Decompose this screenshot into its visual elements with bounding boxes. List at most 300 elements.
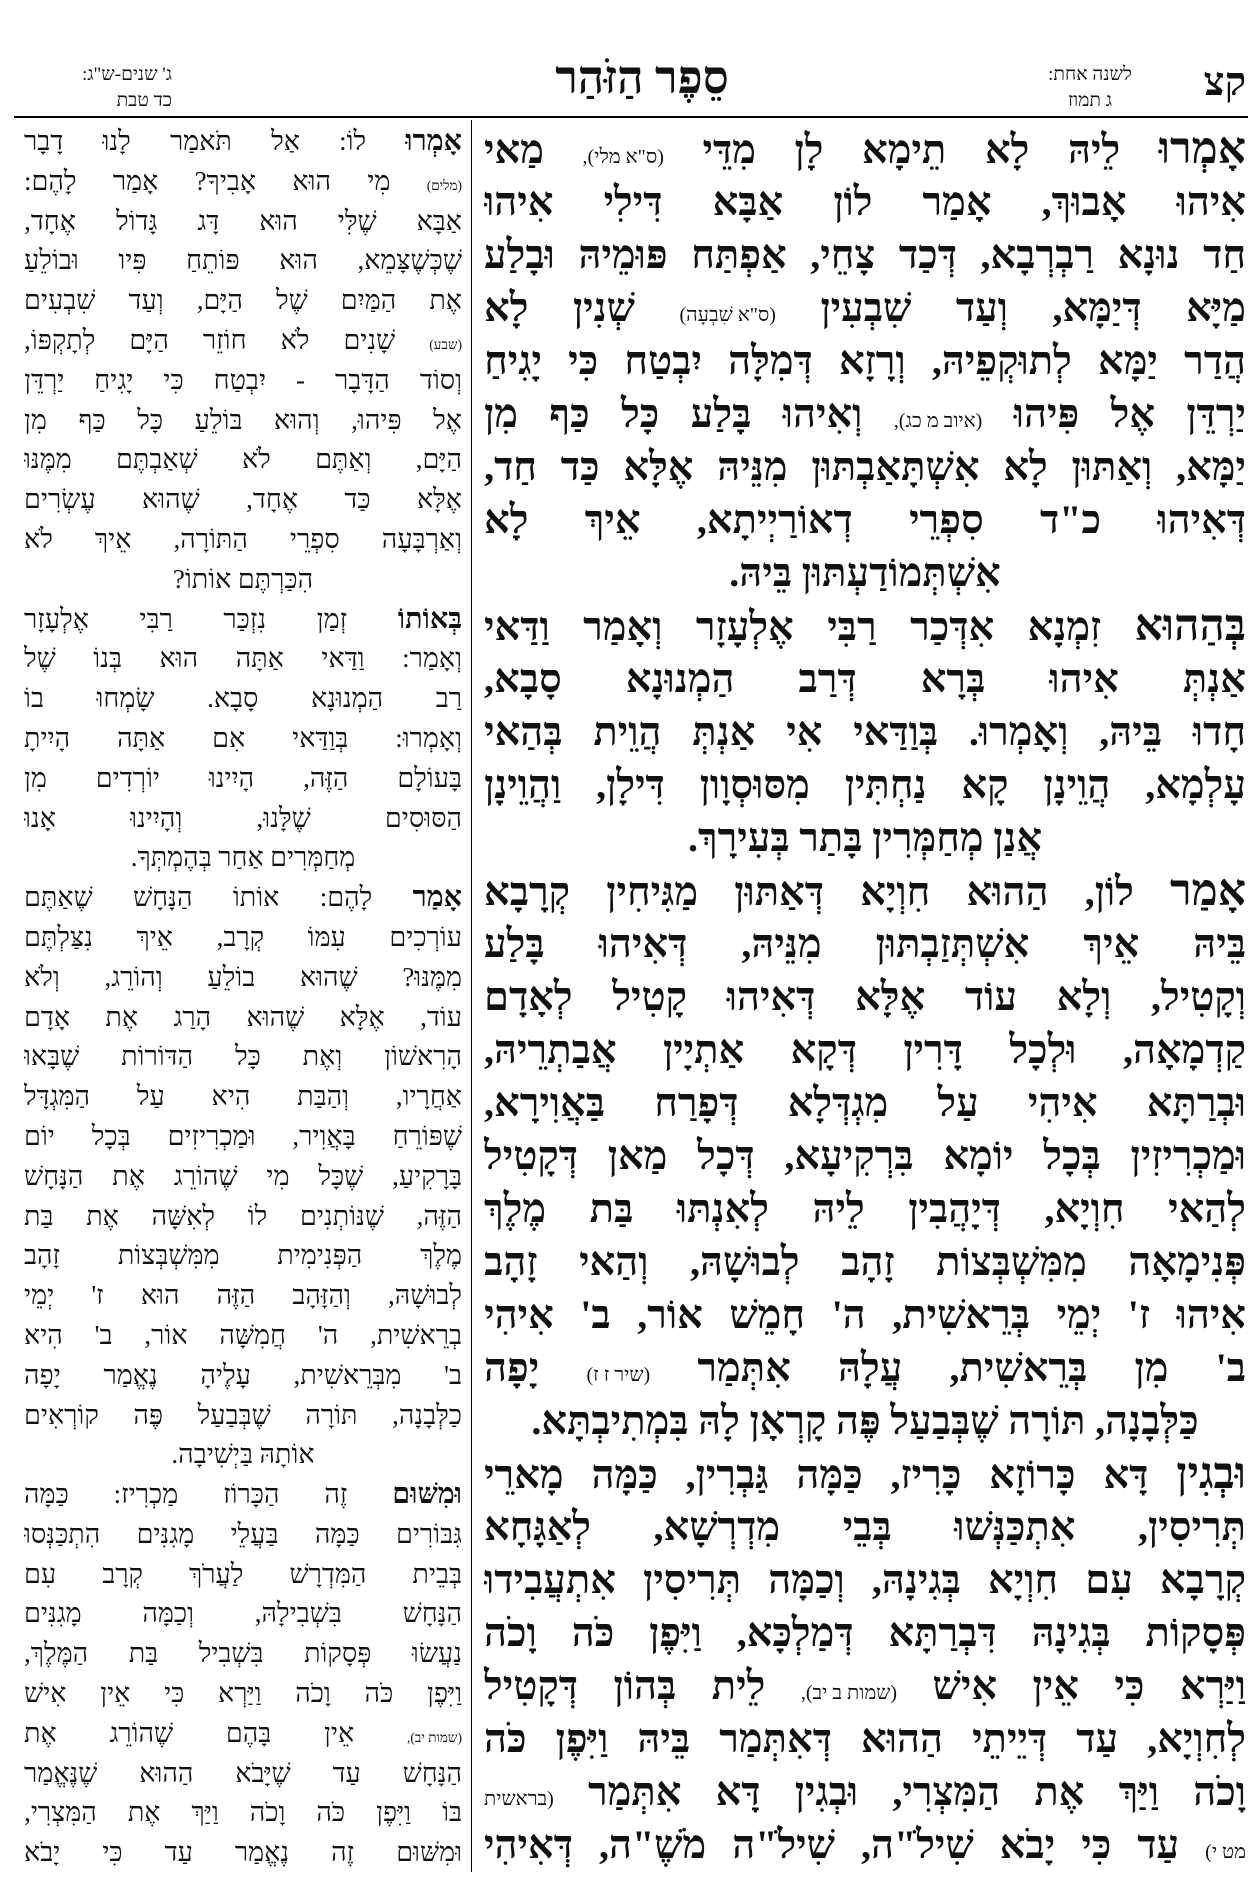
word: כַּד bbox=[344, 484, 371, 515]
word: אִישׁ bbox=[932, 1663, 998, 1708]
word: אֶלָּא bbox=[855, 974, 926, 1019]
word: יָפָה bbox=[24, 1359, 61, 1390]
word: בָּרָקִיעַ, bbox=[392, 1160, 462, 1191]
hebrew-translation-column bbox=[24, 122, 462, 1873]
word: הַמִּצְרִי, bbox=[892, 1769, 1001, 1814]
word: סָבָא, bbox=[484, 656, 562, 701]
text-line bbox=[484, 1553, 1246, 1606]
word: וְרָזָא bbox=[838, 338, 906, 383]
word: כֹּה bbox=[571, 1610, 615, 1655]
word: קְרָב, bbox=[216, 921, 265, 952]
word: בוֹלֵעַ bbox=[207, 961, 256, 992]
word: כִּי bbox=[568, 338, 599, 383]
word: יַרְדֵּן bbox=[1186, 391, 1246, 436]
word: כַּמָּה bbox=[591, 1452, 658, 1497]
source-reference: (ס"א מלי), bbox=[582, 146, 664, 168]
word: שֶׁהוֹרֵג bbox=[109, 1717, 174, 1748]
word: כָּרִיז, bbox=[890, 1452, 962, 1497]
word: לוֹ bbox=[247, 1200, 268, 1231]
word: אֶת bbox=[127, 1797, 161, 1828]
paragraph-lead-word: אָמַר bbox=[412, 881, 462, 914]
word: זֶה bbox=[331, 1837, 355, 1868]
word: קְרָבָא bbox=[1159, 1557, 1246, 1602]
word: בְּגִינָהּ, bbox=[871, 1557, 961, 1602]
word: אִיהִי bbox=[1027, 1080, 1098, 1125]
word: דָּא bbox=[1103, 1452, 1149, 1497]
word: דְּאִיהִי bbox=[484, 1822, 573, 1867]
word: עַד bbox=[1137, 1822, 1180, 1867]
word: חַד, bbox=[484, 444, 537, 489]
word: לְחִוְיָא, bbox=[1147, 1716, 1246, 1761]
word: ז' bbox=[1127, 1292, 1151, 1337]
word: הַדָּבָר bbox=[335, 364, 390, 395]
word: לְאִשָּׁה bbox=[151, 1200, 216, 1231]
word: כִּי bbox=[164, 1678, 185, 1709]
word: דְּיֵיתֵי bbox=[972, 1716, 1048, 1761]
word: בְּרֵאשִׁית, bbox=[892, 1292, 1031, 1337]
source-reference: מט י) bbox=[1205, 1841, 1246, 1863]
word: הוּא bbox=[279, 245, 318, 276]
word: בְּנוֹ bbox=[93, 643, 122, 674]
word: יְמֵי bbox=[1056, 1292, 1102, 1337]
word: עוֹד bbox=[964, 974, 1017, 1019]
word: אִיהוּ bbox=[484, 179, 554, 224]
schedule-date: ג תמוז bbox=[1067, 90, 1113, 111]
word: הוּא bbox=[259, 205, 298, 236]
word: שֶׁפּוֹרֵחַ bbox=[392, 1120, 462, 1151]
word: מָארֵי bbox=[484, 1452, 564, 1497]
word: הוּא bbox=[140, 1280, 180, 1311]
word: קָטִיל bbox=[612, 974, 688, 1019]
paragraph bbox=[24, 122, 462, 600]
word: אֶל bbox=[433, 404, 462, 435]
text-line bbox=[24, 440, 462, 480]
word: מְחַמְּרִים bbox=[270, 842, 356, 873]
word: הִיא bbox=[24, 1319, 63, 1350]
word: רַבִּי bbox=[827, 604, 877, 649]
word: עַד bbox=[332, 1757, 361, 1788]
word: אָבוּךְ, bbox=[1041, 179, 1127, 224]
word: רַבְרְבָא, bbox=[980, 232, 1095, 277]
word: אֶלְעָזָר bbox=[695, 604, 794, 649]
word: אָמַר bbox=[922, 179, 992, 224]
text-line bbox=[24, 1674, 462, 1714]
word: לַעֲרֹךְ bbox=[188, 1558, 244, 1589]
word: הַיָּם, bbox=[196, 285, 243, 316]
word: וּבוֹלֵעַ bbox=[24, 245, 79, 276]
word: בְּוַדַּאי bbox=[853, 709, 939, 754]
word: אוֹתוֹ? bbox=[172, 563, 232, 594]
word: אִיהוּ bbox=[1176, 179, 1246, 224]
text-line bbox=[24, 1475, 462, 1515]
word: כִּי bbox=[163, 364, 184, 395]
word: וּלְכָל bbox=[1009, 1027, 1077, 1072]
word: לָהֶם: bbox=[319, 882, 373, 913]
word: וְלָא bbox=[1056, 974, 1112, 1019]
word: אֵיךְ bbox=[94, 523, 132, 554]
word: דִּילִי bbox=[603, 179, 663, 224]
word: אַל bbox=[271, 126, 300, 156]
word: הַכָּרוֹז bbox=[223, 1479, 280, 1510]
text-line bbox=[484, 228, 1246, 281]
word: תֹּאמַר bbox=[169, 126, 232, 156]
word: מִמִּשְׁבְּצוֹת bbox=[117, 1240, 220, 1271]
word: אִי bbox=[786, 709, 823, 754]
word: הַהוּא bbox=[861, 1716, 943, 1761]
word: לָהֶם: bbox=[24, 165, 77, 196]
word: מִמֶּנּוּ bbox=[24, 444, 72, 475]
word: לְבוּשָׁהּ, bbox=[388, 1280, 462, 1311]
word: מִמִּשְׁבְּצוֹת bbox=[936, 1239, 1087, 1284]
word: אֵיךְ bbox=[136, 921, 173, 952]
word: אֶת bbox=[112, 1160, 145, 1191]
text-line bbox=[484, 1712, 1246, 1765]
word: אַתָּה bbox=[235, 643, 284, 674]
word: בָּתַר bbox=[799, 815, 863, 860]
word: לְתָקְפּוֹ, bbox=[24, 324, 96, 355]
word: מַכְרִיז: bbox=[113, 1479, 179, 1510]
word: אֶת bbox=[1034, 1769, 1085, 1814]
word: עִם bbox=[24, 1558, 57, 1589]
word: אִיהוּ bbox=[1049, 656, 1119, 701]
word: אִשְׁתְּמוֹדַעְתּוּן bbox=[801, 550, 1001, 595]
word: וַיִּפֶן bbox=[376, 1797, 412, 1828]
word: הַמַּיִם bbox=[340, 285, 397, 316]
word: וּמַכְרִיזִין bbox=[1130, 1133, 1246, 1178]
word: דְּמִלָּה bbox=[728, 338, 813, 383]
word: מֶלֶךְ bbox=[484, 1186, 547, 1231]
word: הַנָּחָשׁ bbox=[24, 1160, 84, 1191]
text-line bbox=[24, 1833, 462, 1873]
paragraph bbox=[24, 878, 462, 1475]
word: אַחֲרָיו, bbox=[395, 1081, 462, 1112]
word: מִמֶּנּוּ? bbox=[402, 961, 462, 992]
word: בְּכָל bbox=[91, 1120, 131, 1151]
word: מִנֵּיהּ bbox=[717, 444, 788, 489]
word: בַּת bbox=[24, 1200, 54, 1231]
word: אָבִיךָ? bbox=[194, 165, 257, 196]
word: עָלְמָא, bbox=[1145, 762, 1246, 807]
word: זָהָב bbox=[484, 1239, 538, 1284]
word: שֶׁבְּבַעַל bbox=[890, 1398, 999, 1443]
word: נִזְכַּר bbox=[223, 603, 267, 634]
word: דְּכַד bbox=[898, 232, 957, 277]
word: שֶׁל bbox=[24, 643, 56, 674]
word: אָנוּ bbox=[24, 802, 56, 833]
word: יָגִיחַ bbox=[94, 364, 134, 395]
text-line bbox=[24, 1515, 462, 1555]
word: קוֹרְאִים bbox=[24, 1399, 99, 1430]
word: ז' bbox=[91, 1280, 104, 1311]
paragraph bbox=[484, 1447, 1246, 1871]
word: נוּנָא bbox=[1117, 232, 1180, 277]
word: הַפְּנִימִית bbox=[277, 1240, 363, 1271]
word: בְּעִירָךְ. bbox=[687, 815, 790, 860]
word: בֵּיהּ bbox=[1193, 921, 1246, 966]
source-reference: (ס"א שִׁבְעָה) bbox=[679, 304, 776, 326]
word: בָּלַע bbox=[690, 391, 752, 436]
word: כַלְּבָנָה, bbox=[392, 1399, 462, 1430]
word: בִּשְׁבִילָהּ, bbox=[254, 1598, 342, 1629]
text-line bbox=[24, 1555, 462, 1595]
word: אַבָּא bbox=[712, 179, 784, 224]
paragraph-lead-word: בְּאוֹתוֹ bbox=[397, 602, 462, 635]
schedule-label: לשנה אחת: bbox=[1048, 64, 1132, 85]
text-line bbox=[484, 387, 1246, 440]
word: מִן bbox=[24, 404, 47, 435]
word: לֵיהּ bbox=[812, 1186, 865, 1231]
word: קְרָב bbox=[102, 1558, 143, 1589]
word: כָּל bbox=[621, 391, 660, 436]
word: לָא bbox=[484, 497, 529, 542]
word: חָמֵשׁ bbox=[729, 1292, 806, 1337]
text-line bbox=[484, 1447, 1246, 1500]
text-line bbox=[484, 1076, 1246, 1129]
word: וַיִּפֶן bbox=[426, 1678, 462, 1709]
word: בָּעוֹלָם bbox=[397, 762, 462, 793]
word: כָּל bbox=[137, 404, 164, 435]
word: אֶחָד, bbox=[24, 205, 76, 236]
text-line bbox=[484, 1394, 1246, 1447]
word: יָבֹא bbox=[999, 1822, 1056, 1867]
word: עֲלָהּ bbox=[837, 1345, 903, 1390]
word: וְכַמָּה bbox=[768, 1557, 845, 1602]
source-reference: (שבע) bbox=[429, 336, 462, 352]
word: דְּאִתְּמַר bbox=[719, 1716, 832, 1761]
word: אַבָּא bbox=[416, 205, 462, 236]
word: עוֹרְכִים bbox=[389, 921, 462, 952]
word: כָּל bbox=[235, 1041, 261, 1072]
word: שֶׁהוֹרֵג bbox=[173, 1160, 238, 1191]
word: לְאִנְתּוּ bbox=[676, 1186, 769, 1231]
word: הַנָּחָשׁ bbox=[133, 882, 193, 913]
source-reference: (מלים) bbox=[426, 177, 462, 193]
word: אֲנַן bbox=[993, 815, 1043, 860]
text-line bbox=[484, 917, 1246, 970]
word: בַּעֲלֵי bbox=[230, 1518, 279, 1549]
word: וּבְרַתָּא bbox=[1146, 1080, 1246, 1125]
paragraph-lead-word: אָמְרוּ bbox=[405, 125, 462, 157]
word: וּמַכְרִיזִים bbox=[167, 1120, 256, 1151]
word: הַמִּדְרָשׁ bbox=[289, 1558, 367, 1589]
word: זְמַן bbox=[316, 603, 348, 634]
word: אִיהִי bbox=[484, 1292, 554, 1337]
word: הַמֶּלֶךְ, bbox=[24, 1638, 89, 1669]
text-line bbox=[24, 1316, 462, 1356]
word: בִּרְקִיעָא, bbox=[784, 1133, 914, 1178]
word: עַל bbox=[937, 1080, 979, 1125]
word: אַחַר bbox=[218, 842, 264, 873]
word: וְהוֹרֵג, bbox=[104, 961, 163, 992]
word: בְּרֵאשִׁית, bbox=[949, 1345, 1088, 1390]
word: מִבְּרֵאשִׁית, bbox=[293, 1359, 402, 1390]
word: אֶחָד, bbox=[246, 484, 299, 515]
word: אֶת bbox=[429, 285, 462, 316]
word: ה' bbox=[317, 1319, 339, 1350]
text-line bbox=[24, 799, 462, 839]
word: בְּגִינָהּ bbox=[1031, 1610, 1111, 1655]
word: אֵיךְ bbox=[584, 497, 641, 542]
word: פִּיהוּ bbox=[1013, 391, 1080, 436]
text-line bbox=[24, 1236, 462, 1276]
text-line bbox=[24, 1754, 462, 1794]
word: ב' bbox=[94, 1319, 113, 1350]
word: בּוֹ bbox=[442, 1797, 462, 1828]
word: קָא bbox=[961, 762, 1009, 807]
word: מִדְרְשָׁא, bbox=[653, 1504, 781, 1549]
word: הַמְנוּנָא bbox=[310, 683, 384, 714]
word: דָּא bbox=[715, 1769, 761, 1814]
word: אִם bbox=[212, 722, 246, 753]
word: אֶלָּא bbox=[416, 484, 462, 515]
word: לְאַגָּחָא bbox=[484, 1504, 591, 1549]
word: זִמְנָא bbox=[1027, 604, 1102, 649]
text-line bbox=[484, 811, 1246, 864]
word: וַיַּךְ bbox=[191, 1797, 219, 1828]
word: כֹּה bbox=[316, 1797, 346, 1828]
text-line bbox=[484, 122, 1246, 175]
word: וָכֹה bbox=[249, 1797, 286, 1828]
word: שֶׁאַתֶּם bbox=[24, 882, 93, 913]
schedule-label: ג' שנים-ש"ג: bbox=[82, 64, 172, 85]
word: שֶׁבְּבַעַל bbox=[197, 1399, 271, 1430]
word: יַמָּא bbox=[1098, 338, 1158, 383]
source-reference: (שמות יב), bbox=[406, 1729, 462, 1745]
word: בָּהֶם bbox=[225, 1717, 272, 1748]
word: הֲוֵית bbox=[593, 709, 662, 754]
word: לְבוּשָׁהּ, bbox=[690, 1239, 800, 1284]
word: בָּלַע bbox=[484, 921, 545, 966]
word: שֶׁל bbox=[275, 285, 308, 316]
word: אֶת bbox=[24, 1717, 57, 1748]
text-line bbox=[24, 1714, 462, 1754]
word: הַסּוּסִים bbox=[384, 802, 462, 833]
paragraph-lead-word: וּמִשּׁוּם bbox=[392, 1478, 462, 1511]
word: קָרְאָן bbox=[749, 1398, 827, 1443]
word: בְּהַאי bbox=[484, 709, 563, 754]
word: הַזֶּה bbox=[216, 1280, 256, 1311]
word: לוֹ: bbox=[339, 126, 367, 156]
word: מִסּוּסְוָון bbox=[699, 762, 810, 807]
word: שִׁבְעִים bbox=[24, 285, 96, 316]
word: כַּף bbox=[78, 404, 106, 435]
word: הַתּוֹרָה, bbox=[173, 523, 248, 554]
word: חָדוּ bbox=[1192, 709, 1246, 754]
word: כַּמָּה bbox=[796, 1452, 863, 1497]
word: וְאָמַר bbox=[583, 604, 663, 649]
word: בִּשְׁבִיל bbox=[198, 1638, 264, 1669]
word: אַתְיָין bbox=[662, 1027, 745, 1072]
word: פֶּה bbox=[836, 1398, 881, 1443]
word: וְעַד bbox=[128, 285, 164, 316]
source-reference: (איוב מ כג), bbox=[893, 410, 983, 432]
word: וַיַּרְא bbox=[1179, 1663, 1246, 1708]
paragraph bbox=[24, 600, 462, 879]
word: וַיַּרְא bbox=[218, 1678, 262, 1709]
word: וְכַמָּה bbox=[142, 1598, 195, 1629]
text-line bbox=[484, 1818, 1246, 1871]
word: - bbox=[296, 364, 306, 395]
word: וּבָלַע bbox=[484, 232, 555, 277]
text-line bbox=[24, 122, 462, 162]
word: מֹשֶׁ"ה, bbox=[598, 1822, 707, 1867]
word: דִּילָן, bbox=[596, 762, 665, 807]
word: כַּמָּה bbox=[24, 1479, 69, 1510]
text-line bbox=[24, 560, 462, 600]
text-line bbox=[24, 202, 462, 242]
word: שֶׁלָּנוּ, bbox=[256, 802, 311, 833]
word: בִּמְתִיבְתָּא. bbox=[531, 1398, 689, 1443]
word: ב' bbox=[444, 1359, 462, 1390]
word: לֵית bbox=[711, 1663, 766, 1708]
word: וְאַרְבָּעָה bbox=[381, 523, 462, 554]
word: הַהוּא bbox=[139, 1757, 194, 1788]
word: עַל bbox=[136, 1081, 165, 1112]
text-line bbox=[24, 1396, 462, 1436]
word: כִּי bbox=[1114, 1663, 1145, 1708]
text-line bbox=[484, 281, 1246, 334]
word: שְׁאַבְתֶּם bbox=[116, 444, 198, 475]
word: דְּאִיהוּ bbox=[1157, 497, 1246, 542]
word: וְקָטִיל, bbox=[1151, 974, 1246, 1019]
word: כַּלְּבָנָה, bbox=[1095, 1398, 1199, 1443]
word: לְתוּקְפֵיהּ, bbox=[931, 338, 1072, 383]
word: וַדַּאי bbox=[321, 643, 365, 674]
paragraph bbox=[24, 1475, 462, 1873]
paragraph-lead-word: וּבְגִין bbox=[1176, 1449, 1246, 1498]
word: עִמּוֹ bbox=[307, 921, 346, 952]
word: בְּבֵית bbox=[412, 1558, 462, 1589]
word: מְחַמְּרִין bbox=[872, 815, 984, 860]
word: כַּף bbox=[549, 391, 590, 436]
paragraph-lead-word: בְּהַהוּא bbox=[1134, 601, 1246, 650]
word: כַּד bbox=[560, 444, 600, 489]
word: הִיא bbox=[211, 1081, 251, 1112]
word: בְּרָא bbox=[920, 656, 986, 701]
word: שֶׁהוּא bbox=[299, 961, 358, 992]
aramaic-text-column bbox=[484, 122, 1246, 1871]
word: דְאוֹרַיְיתָא, bbox=[696, 497, 853, 542]
word: וַיִּפֶן bbox=[649, 1610, 702, 1655]
word: חִוְיָא bbox=[988, 1557, 1059, 1602]
word: גַּבְרִין, bbox=[685, 1452, 769, 1497]
word: בַּת bbox=[128, 1638, 159, 1669]
text-line bbox=[484, 1500, 1246, 1553]
word: וְהוּא bbox=[274, 404, 320, 435]
text-line bbox=[484, 1182, 1246, 1235]
word: פֶּה bbox=[133, 1399, 164, 1430]
text-line bbox=[484, 864, 1246, 917]
word: עוֹד, bbox=[420, 1001, 462, 1032]
word: יַמָּא, bbox=[1176, 444, 1246, 489]
word: וְהַזָּהָב bbox=[292, 1280, 351, 1311]
word: אֵין bbox=[324, 1717, 355, 1748]
word: הַמְנוּנָא bbox=[625, 656, 735, 701]
text-line bbox=[484, 440, 1246, 493]
word: יָגִיחַ bbox=[484, 338, 542, 383]
word: בֵּיהּ, bbox=[1099, 709, 1163, 754]
word: בּוֹלֵעַ bbox=[194, 404, 243, 435]
text-line bbox=[24, 600, 462, 640]
word: מַאן bbox=[607, 1133, 668, 1178]
word: יִבְטַח bbox=[213, 364, 267, 395]
word: אוֹתוֹ bbox=[232, 882, 280, 913]
word: שֶׁיָּבֹא bbox=[235, 1757, 291, 1788]
word: דְּאִיהוּ bbox=[598, 921, 688, 966]
word: דְּאַתּוּן bbox=[734, 869, 825, 914]
word: בְּבֵי bbox=[842, 1504, 892, 1549]
word: וַדַּאי bbox=[484, 604, 550, 649]
